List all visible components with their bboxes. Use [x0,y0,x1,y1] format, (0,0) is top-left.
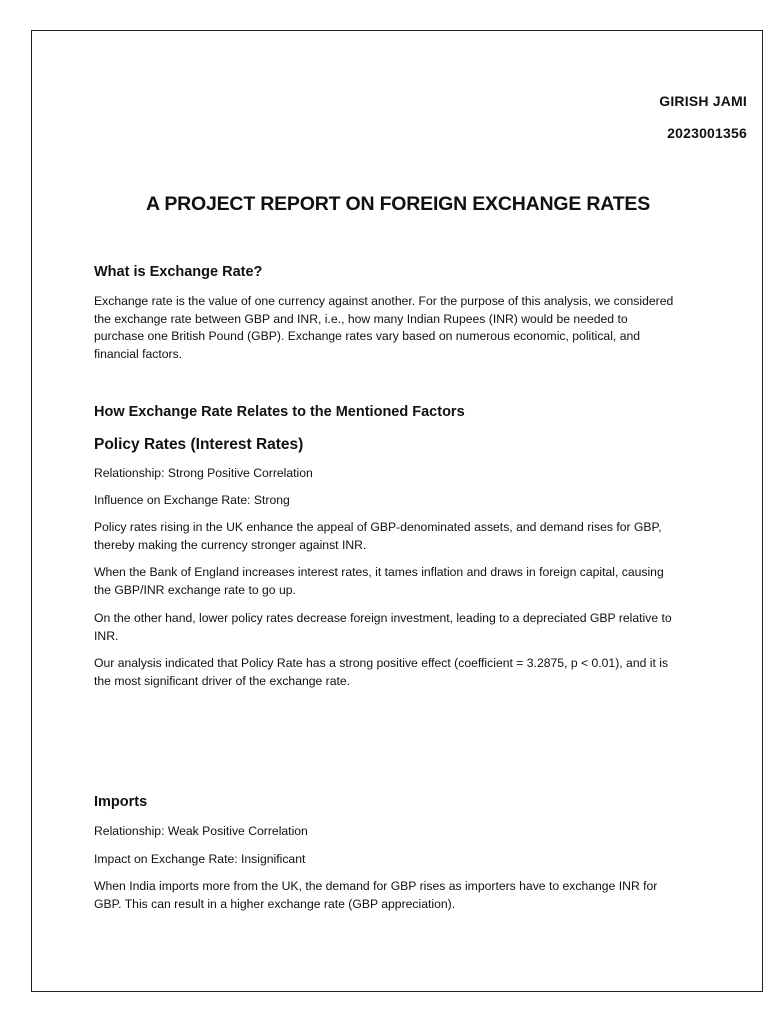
paragraph-exchange-rate-definition: Exchange rate is the value of one currency against another. For the purpose of this analysis, we considered the exchange rate between GBP and INR, i.e., how many Indian Rupees (INR) would be needed to purchase one British Pound (GBP). Exchange rates vary based on numerous economic, political, and financial factors. [94,294,674,361]
subsection-heading-imports: Imports [94,794,148,810]
imports-relationship: Relationship: Weak Positive Correlation [94,824,308,838]
author-id: 2023001356 [667,125,747,141]
policy-influence: Influence on Exchange Rate: Strong [94,493,290,507]
imports-paragraph-1: When India imports more from the UK, the demand for GBP rises as importers have to exchange INR for GBP. This can result in a higher exchange rate (GBP appreciation). [94,879,658,911]
report-title: A PROJECT REPORT ON FOREIGN EXCHANGE RATES [145,193,651,215]
document-page [31,30,763,992]
imports-impact: Impact on Exchange Rate: Insignificant [94,852,306,866]
policy-relationship: Relationship: Strong Positive Correlation [94,466,313,480]
author-name: GIRISH JAMI [659,93,747,109]
section-heading-factors: How Exchange Rate Relates to the Mentioned Factors [94,404,465,420]
policy-paragraph-3: On the other hand, lower policy rates decrease foreign investment, leading to a depreciated GBP relative to INR. [94,611,672,643]
policy-paragraph-1: Policy rates rising in the UK enhance the appeal of GBP-denominated assets, and demand rises for GBP, thereby making the currency stronger against INR. [94,520,662,552]
section-heading-what-is-exchange-rate: What is Exchange Rate? [94,264,263,280]
policy-paragraph-4: Our analysis indicated that Policy Rate has a strong positive effect (coefficient = 3.2875, p < 0.01), and it is the most significant driver of the exchange rate. [94,656,669,688]
subsection-heading-policy-rates: Policy Rates (Interest Rates) [94,436,304,453]
policy-paragraph-2: When the Bank of England increases interest rates, it tames inflation and draws in foreign capital, causing the GBP/INR exchange rate to go up. [94,565,664,597]
